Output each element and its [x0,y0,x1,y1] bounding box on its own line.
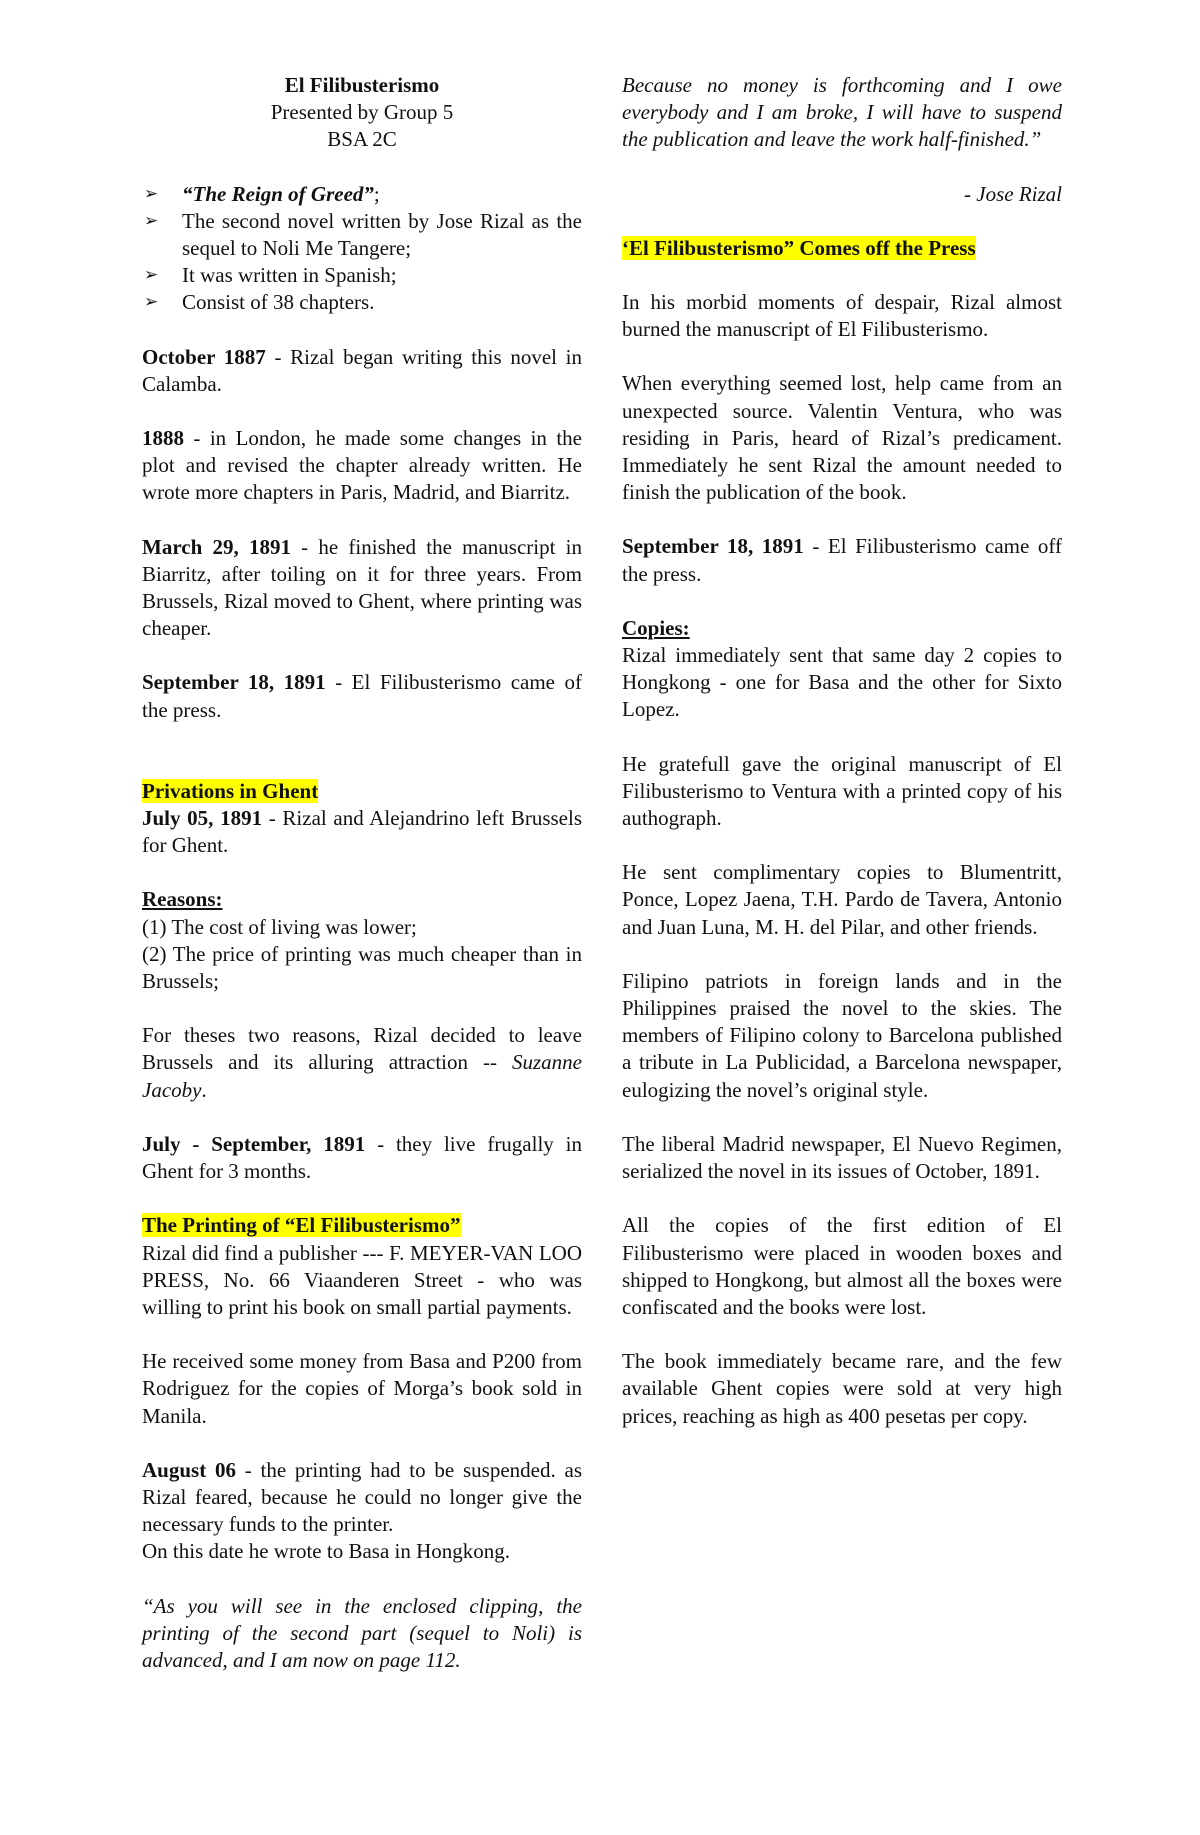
rizal-quote-part-2: Because no money is forthcoming and I owe everybody and I am broke, I will have to suspend the publication and leave the work half-finished.” [622,73,1062,152]
printing-heading: The Printing of “El Filibusterismo” [142,1213,461,1238]
reasons-heading: Reasons: [142,887,223,912]
timeline-entry-mar-1891: March 29, 1891 - he finished the manuscript in Biarritz, after toiling on it for three years. From Brussels, Rizal moved to Ghent, where printing was cheaper. [142,534,582,641]
copies-manuscript-line-2: Filibusterismo to Ventura with a printed copy of his authograph. [622,778,1062,831]
copies-patriots: Filipino patriots in foreign lands and in the Philippines praised the novel to the skies. The members of Filipino colony to Barcelona published a tribute in La Publicidad, a Barcelona newspaper, eulogizing the novel’s original style. [622,968,1062,1102]
reason-1: (1) The cost of living was lower; [142,914,417,939]
copies-hongkong: Rizal immediately sent that same day 2 copies to Hongkong - one for Basa and the other for Sixto Lopez. [622,643,1062,722]
arrow-bullet-icon: ➢ [144,183,159,204]
document-title: El Filibusterismo [284,73,440,97]
arrow-bullet-icon: ➢ [144,265,159,286]
copies-madrid: The liberal Madrid newspaper, El Nuevo Regimen, serialized the novel in its issues of October, 1891. [622,1131,1062,1184]
list-item: ➢ The second novel written by Jose Rizal as the sequel to Noli Me Tangere; [144,208,582,261]
left-column [142,72,582,1674]
privations-entry-jul-1891: July 05, 1891 - Rizal and Alejandrino left Brussels for Ghent. [142,806,582,858]
list-item: ➢ “The Reign of Greed”; [142,181,582,208]
arrow-bullet-icon: ➢ [144,210,159,231]
rizal-quote-part-1: “As you will see in the enclosed clipping, the printing of the second part (sequel to Noli) is advanced, and I am now on page 112. [142,1593,582,1672]
timeline-entry-oct-1887: October 1887 - Rizal began writing this novel in Calamba. [142,344,582,396]
privations-heading: Privations in Ghent [142,778,319,803]
copies-manuscript-line-1: He gratefull gave the original manuscript of El [622,751,1062,776]
printing-suspended: August 06 - the printing had to be suspended. as Rizal feared, because he could no longer give the necessary funds to the printer. [142,1457,582,1537]
list-item: ➢ It was written in Spanish; [142,262,582,289]
list-item: ➢ Consist of 38 chapters. [142,289,582,316]
overview-bullet-list [142,181,582,317]
press-help: When everything seemed lost, help came from an unexpected source. Valentin Ventura, who was residing in Paris, heard of Rizal’s predicament. Immediately he sent Rizal the amount needed to finish the publication of the book. [622,371,1062,505]
printing-money: He received some money from Basa and P200 from Rodriguez for the copies of Morga’s book sold in Manila. [142,1349,582,1428]
quote-author: - Jose Rizal [964,181,1062,206]
reason-2: (2) The price of printing was much cheaper than in Brussels; [142,941,582,994]
timeline-entry-sep-1891: September 18, 1891 - El Filibusterismo came of the press. [142,670,582,722]
reasons-conclusion: For theses two reasons, Rizal decided to leave Brussels and its alluring attraction -- Suzanne Jacoby. [142,1023,582,1102]
copies-boxes: All the copies of the first edition of El Filibusterismo were placed in wooden boxes and shipped to Hongkong, but almost all the boxes were confiscated and the books were lost. [622,1213,1062,1319]
presented-by: Presented by Group 5 [270,100,454,125]
arrow-bullet-icon: ➢ [144,292,159,313]
press-entry-sep-1891: September 18, 1891 - El Filibusterismo came off the press. [622,534,1062,586]
copies-complimentary: He sent complimentary copies to Blumentritt, Ponce, Lopez Jaena, T.H. Pardo de Tavera, Antonio and Juan Luna, M. H. del Pilar, and other friends. [622,860,1062,939]
printing-publisher: Rizal did find a publisher --- F. MEYER-VAN LOO PRESS, No. 66 Viaanderen Street - who was willing to print his book on small partial payments. [142,1240,582,1319]
section-label: BSA 2C [327,127,397,152]
copies-rare: The book immediately became rare, and the few available Ghent copies were sold at very high prices, reaching as high as 400 pesetas per copy. [622,1349,1062,1428]
press-heading: ‘El Filibusterismo” Comes off the Press [622,235,976,260]
timeline-entry-1888: 1888 - in London, he made some changes in the plot and revised the chapter already written. He wrote more chapters in Paris, Madrid, and Biarritz. [142,426,582,505]
right-column [622,72,1062,1430]
printing-basa-note: On this date he wrote to Basa in Hongkong. [142,1539,511,1564]
copies-heading: Copies: [622,615,690,640]
press-despair: In his morbid moments of despair, Rizal almost burned the manuscript of El Filibusterismo. [622,290,1062,342]
frugal-entry: July - September, 1891 - they live frugally in Ghent for 3 months. [142,1131,582,1184]
